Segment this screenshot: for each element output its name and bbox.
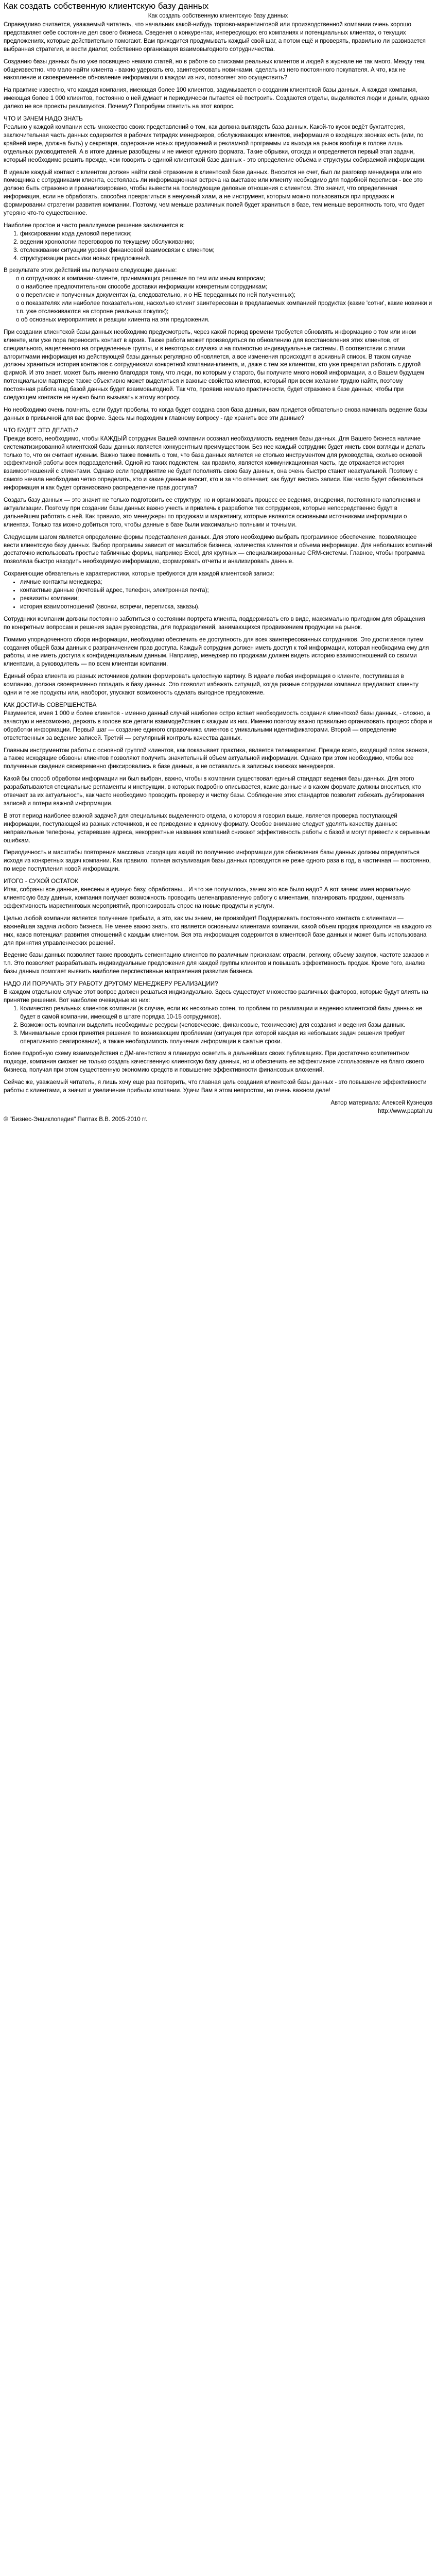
paragraph: Но необходимо очень помнить, если будут пробелы, то когда будет создана своя база данных, вам придется обязательно снова начинать ведение базы данных в привычной для вас форме. Здесь мы подходим к главному вопросу - где хранить все эти данные? — [4, 406, 428, 421]
list-item: 3. Минимальные сроки принятия решения по возникающим проблемам (ситуация при которой каждая из небольших задач решения требует оперативного реагирования), а также необходимость получения информации в сжатые сроки. — [20, 1029, 432, 1046]
paragraph: В результате этих действий мы получаем следующие данные: — [4, 267, 177, 274]
paragraph: Периодичность и масштабы повторения массовых исходящих акций по получению информации для обновления базы данных должны определяться исходя из конкретных задач компании. Как правило, полная актуализация базы данных проводится не реже одного раза в год, а частичная — постоянно, по мере поступления новой информации. — [4, 849, 431, 873]
source-url[interactable]: http://www.paptah.ru — [378, 1107, 432, 1114]
list-item: 4. структуризации рассылки новых предложений. — [20, 255, 432, 263]
paragraph: Сотрудники компании должны постоянно заботиться о состоянии портрета клиента, поддерживать его в виде, максимально пригодном для обращения по конкретным вопросам и решения задач руководства, для подразделений, занимающихся продвижением продукции на рынок. — [4, 615, 425, 631]
list-item: 1. Количество реальных клиентов компании (в случае, если их несколько сотен, то проблем по реализации и ведению клиентской базы данных не будет в самой компании, имеющей в штате порядка 10-15 сотрудников). — [20, 1005, 432, 1021]
list-item: 3. отслеживании ситуации уровня финансовой взаимосвязи с клиентом; — [20, 246, 432, 255]
paragraph: Целью любой компании является получение прибыли, а это, как мы знаем, не произойдет! Поддерживать постоянного контакта с клиентами — важнейшая задача любого бизнеса. Не менее важно знать, кто является основными клиентами компании, какой объем продаж приходится на каждого из них, каков потенциал развития отношений с каждым клиентом. Вся эта информация содержится в клиентской базе данных и может быть использована для принятия управленческих решений. — [4, 914, 432, 946]
paragraph: Реально у каждой компании есть множество своих представлений о том, как должна выглядеть база данных. Какой-то кусок ведёт бухгалтерия, заключительная часть данных содержится в рабочих тетрадях менеджеров, обслуживающих клиентов, информация о входящих звонках есть (или, по крайней мере, должна быть) у секретаря, содержание новых предложений и рекламной программы их выхода на рынок вообще в голове лишь отдельных руководителей. А в итоге данные разобщены и не имеют единого формата. Такие обрывки, отсюда и определяется первый этап задачи, который необходимо решить прежде, чем говорить о единой клиентской базе данных - это определение объёма и структуры собираемой информации. — [4, 123, 426, 163]
paragraph: Помимо упорядоченного сбора информации, необходимо обеспечить ее доступность для всех заинтересованных сотрудников. Это достигается путем создания общей базы данных с разграничением прав доступа. Каждый сотрудник должен иметь доступ к той информации, которая необходима ему для работы, и не иметь доступа к конфиденциальным данным. Например, менеджер по продажам должен видеть историю взаимоотношений со своими клиентами, а руководитель — по всем клиентам компании. — [4, 636, 429, 668]
paragraph: Созданию базы данных было уже посвящено немало статей, но в работе со списками реальных клиентов и людей в журнале не так много. Между тем, общеизвестно, что мало найти клиента - важно удержать его, заинтересовать новинками, сделать из него постоянного покупателя. А что, как не накопление и своевременное обновление информации о каждом из них, позволяет это осуществить? — [4, 58, 426, 81]
list-item: • контактные данные (почтовый адрес, телефон, электронная почта); — [20, 586, 432, 595]
page-subtitle: Как создать собственную клиентскую базу данных — [148, 12, 288, 19]
list-item: 2. ведении хронологии переговоров по текущему обслуживанию; — [20, 238, 432, 246]
list-item: o об основных мероприятиях и реакции клиента на эти предложения. — [16, 316, 432, 324]
paragraph: Единый образ клиента из разных источников должен формировать целостную картину. В идеале любая информация о клиенте, поступившая в компанию, должна своевременно попадать в базу данных. Это позволит избежать ситуаций, когда разные сотрудники компании предлагают клиенту одни и те же продукты или, наоборот, упускают возможность сделать выгодное предложение. — [4, 673, 418, 697]
list-item: 1. фиксировании кода деловой переписки; — [20, 230, 432, 238]
paragraph: При создании клиентской базы данных необходимо предусмотреть, через какой период времени требуется обновлять информацию о том или ином клиенте, или уже пора переносить контакт в архив. Также работа может производиться по обновлению для восстановления этих клиентов, от специального, нацеленного на определенные группы, и в некоторых случаях и на полностью индивидуальные системы. В соответствии с этими алгоритмами информация из действующей базы данных регулярно обновляется, а все изменения происходят в архивный список. В таком случае должны храниться история контактов с сотрудниками конкретной компании-клиента, и, даже с тем же клиентом, кто уже прекратил работать с другой фирмой. И это знает, может быть именно благодаря тому, что люди, по которым у старого, бы получите много новой информации, а о Вашем будущем потенциальном партнере также объективно может выделиться и важные свойства клиентов, который при всем желании трудно найти, поэтому постоянная работа над базой данных будет взаимовыгодной. Так что, проявив немало практичности, будет отражено в базе данных, чтобы при следующем контакте не нужно было вызывать к этому вопросу. — [4, 328, 424, 401]
author-credit: Автор материала: Алексей Кузнецов — [330, 1099, 432, 1106]
paragraph: В каждом отдельном случае этот вопрос должен решаться индивидуально. Здесь существует множество различных факторов, которые будут влиять на принятие решения. Вот наиболее очевидные из них: — [4, 989, 428, 1004]
paragraph: На практике известно, что каждая компания, имеющая более 100 клиентов, задумывается о создании клиентской базы данных. А каждая компания, имеющая более 1 000 клиентов, постоянно о ней думает и периодически пытается её построить. Создаются отделы, выделяются люди и деньги, однако далеко не все проекты реализуются. Почему? Попробуем ответить на этот вопрос. — [4, 87, 430, 110]
factors-list — [4, 1005, 432, 1046]
list-item: o о показателях или наиболее показательном, насколько клиент заинтересован в предлагаемых компанией продуктах (какие 'сотни', какие новинки и т.п. уже отслеживаются на стороне реальных покупок); — [16, 299, 432, 316]
paragraph: Следующим шагом является определение формы представления данных. Для этого необходимо выбрать программное обеспечение, позволяющее вести клиентскую базу данных. Выбор программы зависит от масштабов бизнеса, количества клиентов и объема информации. Для небольших компаний достаточно использовать простые табличные формы, например Excel, для крупных — специализированные CRM-системы. Главное, чтобы программа позволяла быстро находить необходимую информацию, формировать отчеты и анализировать данные. — [4, 533, 432, 565]
list-item: o о сотрудниках и компании-клиенте, принимающих решение по тем или иным вопросам; — [16, 275, 432, 283]
paragraph: Прежде всего, необходимо, чтобы КАЖДЫЙ сотрудник Вашей компании осознал необходимость ведения базы данных. Для Вашего бизнеса наличие систематизированной клиентской базы данных является конкурентным преимуществом. Без нее каждый сотрудник будет иметь свои взгляды и делать только то, что он считает нужным. Важно также помнить о том, что база данных является не столько инструментом для руководства, сколько основой эффективной работы всех подразделений. Одной из таких подсистем, как правило, является коммуникационная часть, где отражается история взаимоотношений с клиентами. Однако если предприятие не будет пополнять свою базу данных, она очень быстро станет неактуальной. Поэтому с самого начала необходимо четко определить, кто и какие данные вносит, кто и за что отвечает, как будут вестись записи. Как часто будет обновляться информация и как будет организовано распределение прав доступа? — [4, 435, 425, 492]
section-heading: ИТОГО - СУХОЙ ОСТАТОК — [4, 878, 78, 885]
solution-list — [4, 230, 432, 263]
list-item: 2. Возможность компании выделить необходимые ресурсы (человеческие, финансовые, технические) для создания и ведения базы данных. — [20, 1021, 432, 1029]
paragraph: Ведение базы данных позволяет также проводить сегментацию клиентов по различным признакам: отрасли, региону, объему закупок, частоте заказов и т.п. Это позволяет разрабатывать индивидуальные предложения для каждой группы клиентов и повышать эффективность продаж. Кроме того, анализ базы данных помогает выявить наиболее перспективные направления развития бизнеса. — [4, 952, 429, 975]
list-item: • история взаимоотношений (звонки, встречи, переписка, заказы). — [20, 603, 432, 611]
section-heading: НАДО ЛИ ПОРУЧАТЬ ЭТУ РАБОТУ ДРУГОМУ МЕНЕДЖЕРУ РЕАЛИЗАЦИИ? — [4, 980, 218, 988]
paragraph: Сейчас же, уважаемый читатель, я лишь хочу еще раз повторить, что главная цель создания клиентской базы данных - это повышение эффективности работы с клиентами, а значит и увеличение прибыли компании. Удачи Вам в этом непростом, но очень важном деле! — [4, 1079, 427, 1094]
paragraph: В этот период наиболее важной задачей для специальных выделенного отдела, о котором я говорил выше, является проверка поступающей информации, поступающей из разных источников, и ее приведение к единому формату. Особое внимание следует уделять качеству данных: неправильные телефоны, устаревшие адреса, некорректные названия компаний снижают эффективность работы с базой и могут привести к серьезным ошибкам. — [4, 812, 430, 844]
paragraph: Сохраняющие обязательные характеристики, которые требуются для каждой клиентской записи: — [4, 570, 274, 578]
article — [0, 0, 436, 1124]
paragraph: Наиболее простое и часто реализуемое решение заключается в: — [4, 222, 185, 229]
copyright: © "Бизнес-Энциклопедия" Паптах В.В. 2005-2010 гг. — [4, 1115, 148, 1123]
paragraph: В идеале каждый контакт с клиентом должен найти своё отражение в клиентской базе данных. Вносится не счет, был ли разговор менеджера или его помощника с сотрудниками клиента, состоялась ли информационная встреча на выставке или клиенту необходимо для подобной переписки - все это должно быть отражено и проанализировано, чтобы вывести на последующие деловые отношения с клиентом. Это значит, что определенная информация, если не обработать, способна превратиться в ненужный хлам, а не инструмент, которым можно пользоваться при продажах и формировании стратегии развития компании. Поэтому, чем меньше различных полей будет храниться в базе, тем меньше вероятность того, что будет утеряно что-то существенное. — [4, 168, 425, 217]
section-heading: ЧТО И ЗАЧЕМ НАДО ЗНАТЬ — [4, 115, 83, 123]
section-heading: КАК ДОСТИЧЬ СОВЕРШЕНСТВА — [4, 701, 97, 708]
characteristics-list — [4, 578, 432, 611]
list-item: • личные контакты менеджера; — [20, 578, 432, 586]
source-link[interactable] — [4, 1107, 432, 1115]
paragraph: Разумеется, имея 1 000 и более клиентов - именно данный случай наиболее остро встает необходимость создания клиентской базы данных, - сложно, а зачастую и невозможно, держать в голове все детали взаимодействия с каждым из них. Именно поэтому важно правильно организовать процесс сбора и обработки информации. Первый шаг — создание единого справочника клиентов с уникальными идентификаторами. Второй — определение ответственных за ведение записей. Третий — регулярный контроль качества данных. — [4, 709, 432, 741]
paragraph: Создать базу данных — это значит не только подготовить ее структуру, но и организовать процесс ее ведения, внедрения, постоянного наполнения и актуализации. Поэтому при создании базы данных важно учесть и привлечь к разработке тех сотрудников, которые непосредственно будут в дальнейшем работать с ней. Как правило, это менеджеры по продажам и маркетингу, которые являются основными источниками информации о клиентах. Только так можно добиться того, чтобы данные в базе были максимально полными и точными. — [4, 497, 421, 528]
paragraph: Какой бы способ обработки информации ни был выбран, важно, чтобы в компании существовал единый стандарт ведения базы данных. Для этого разрабатываются специальные регламенты и инструкции, в которых подробно описывается, какие данные и в каком формате должны вноситься, кто отвечает за их актуальность, как часто необходимо проводить проверку и чистку базы. Соблюдение этих стандартов позволит избежать дублирования записей и потери важной информации. — [4, 775, 425, 807]
paragraph: Справедливо считается, уважаемый читатель, что начальник какой-нибудь торгово-маркетинговой или производственной компании очень хорошо представляет себе состояние дел своего бизнеса. Сведения о конкурентах, интересующих его компаниях и потенциальных клиентах, о текущих предложениях, которые действительно помогают. Вам приходится продумывать каждый свой шаг, а потом ещё и проверять, правильно ли развивается выбранная стратегия, и вести диалог, собственно организация взаимовыгодного сотрудничества. — [4, 21, 426, 53]
page-title: Как создать собственную клиентскую базу данных — [4, 1, 209, 11]
paragraph: Итак, собраны все данные, внесены в единую базу, обработаны... И что же получилось, зачем это все было надо? А вот зачем: имея нормальную клиентскую базу данных, компания получает возможность проводить целенаправленную работу с клиентами, планировать продажи, оценивать эффективность маркетинговых мероприятий, прогнозировать спрос на новые продукты и услуги. — [4, 886, 411, 909]
list-item: o о наиболее предпочтительном способе доставки информации конкретным сотрудникам; — [16, 283, 432, 291]
paragraph: Главным инструментом работы с основной группой клиентов, как показывает практика, является телемаркетинг. Прежде всего, входящий поток звонков, а также исходящие обзвоны клиентов позволяют получить значительный объем актуальной информации. Однако при этом необходимо, чтобы все полученные сведения своевременно фиксировались в базе данных, а не оставались в записных книжках менеджеров. — [4, 747, 429, 770]
section-heading: ЧТО БУДЕТ ЭТО ДЕЛАТЬ? — [4, 427, 78, 434]
list-item: • реквизиты компании; — [20, 595, 432, 603]
result-list — [4, 275, 432, 324]
list-item: o о переписке и полученных документах (а, следовательно, и о НЕ переданных по ней полученных); — [16, 291, 432, 299]
paragraph: Более подробную схему взаимодействия с ДМ-агентством я планирую осветить в дальнейших своих публикациях. При достаточно компетентном подходе, компания сможет не только создать качественную клиентскую базу данных, но и обеспечить ее эффективное использование на благо своего бизнеса, получая при этом существенную экономию средств и повышение эффективности финансовых вложений. — [4, 1050, 424, 1074]
